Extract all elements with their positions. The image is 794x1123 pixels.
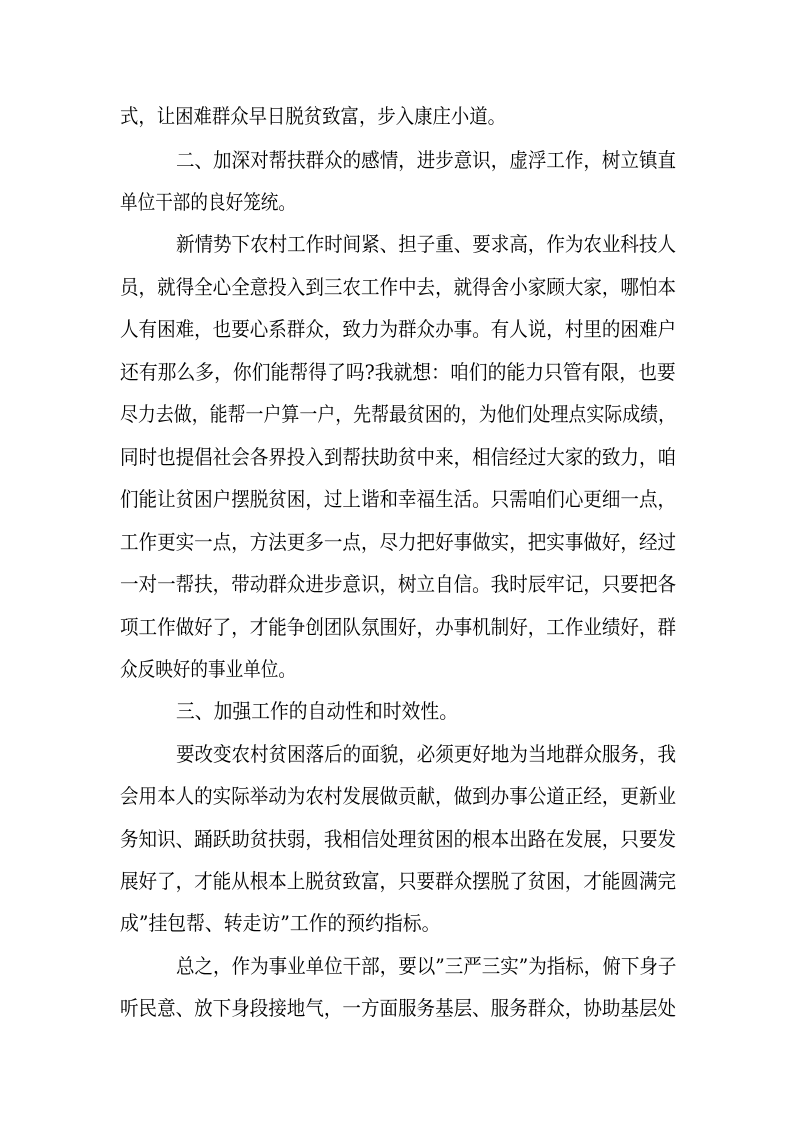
paragraph-line: 尽力去做，能帮一户算一户，先帮最贫困的，为他们处理点实际成绩，: [120, 402, 677, 426]
paragraph-line: 员，就得全心全意投入到三农工作中去，就得舍小家顾大家，哪怕本: [120, 275, 677, 299]
paragraph-line: 们能让贫困户摆脱贫困，过上谐和幸福生活。只需咱们心更细一点，: [120, 487, 677, 511]
paragraph-line: 一对一帮扶，带动群众进步意识，树立自信。我时辰牢记，只要把各: [120, 572, 677, 596]
paragraph-line: 式，让困难群众早日脱贫致富，步入康庄小道。: [120, 104, 506, 128]
paragraph-line: 总之，作为事业单位干部，要以”三严三实”为指标，俯下身子: [176, 954, 677, 978]
paragraph-line: 还有那么多，你们能帮得了吗?我就想：咱们的能力只管有限，也要: [120, 360, 676, 384]
section-heading-line: 二、加深对帮扶群众的感情，进步意识，虚浮工作，树立镇直: [176, 148, 676, 172]
paragraph-line: 展好了，才能从根本上脱贫致富，只要群众摆脱了贫困，才能圆满完: [120, 869, 677, 893]
paragraph-line: 项工作做好了，才能争创团队氛围好，办事机制好，工作业绩好，群: [120, 615, 677, 639]
section-heading-line: 三、加强工作的自动性和时效性。: [176, 699, 458, 723]
paragraph-line: 工作更实一点，方法更多一点，尽力把好事做实，把实事做好，经过: [120, 530, 677, 554]
paragraph-line: 会用本人的实际举动为农村发展做贡献，做到办事公道正经，更新业: [120, 784, 677, 808]
section-heading-line: 单位干部的良好笼统。: [120, 190, 296, 214]
paragraph-line: 新情势下农村工作时间紧、担子重、要求高，作为农业科技人: [176, 232, 676, 256]
paragraph-line: 听民意、放下身段接地气，一方面服务基层、服务群众，协助基层处: [120, 996, 677, 1020]
paragraph-line: 要改变农村贫困落后的面貌，必须更好地为当地群众服务，我: [176, 742, 676, 766]
paragraph-line: 务知识、踊跃助贫扶弱，我相信处理贫困的根本出路在发展，只要发: [120, 827, 677, 851]
paragraph-line: 众反映好的事业单位。: [120, 657, 296, 681]
paragraph-line: 人有困难，也要心系群众，致力为群众办事。有人说，村里的困难户: [120, 317, 677, 341]
paragraph-line: 成”挂包帮、转走访”工作的预约指标。: [120, 911, 441, 935]
paragraph-line: 同时也提倡社会各界投入到帮扶助贫中来，相信经过大家的致力，咱: [120, 445, 677, 469]
